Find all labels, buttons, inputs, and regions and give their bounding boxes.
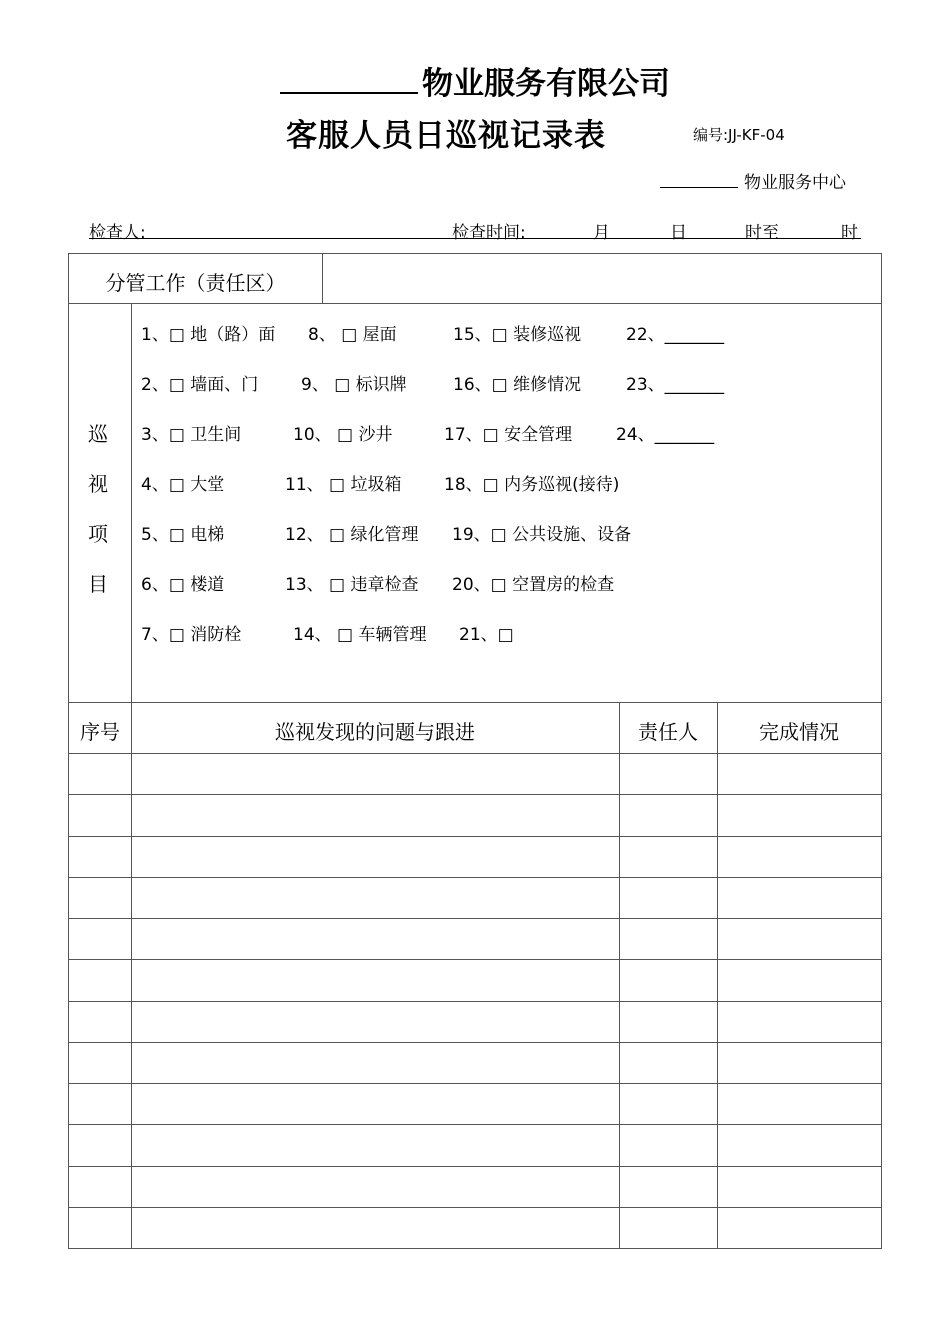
responsibility-field[interactable]: [323, 254, 881, 303]
patrol-item-checkbox[interactable]: 24、_______: [616, 425, 715, 445]
table-row: [69, 1207, 881, 1208]
patrol-item-checkbox[interactable]: 1、□ 地（路）面: [141, 325, 276, 345]
company-name-blank[interactable]: [280, 62, 418, 94]
divider: [131, 303, 132, 1248]
divider: [69, 753, 881, 754]
col-header-seq: 序号: [80, 720, 120, 744]
table-row: [69, 959, 881, 960]
service-center-blank[interactable]: [660, 171, 738, 188]
patrol-item-checkbox[interactable]: 11、 □ 垃圾箱: [285, 475, 402, 495]
form-title: 客服人员日巡视记录表: [286, 118, 606, 154]
table-row: [69, 1166, 881, 1167]
table-row: [69, 1124, 881, 1125]
patrol-item-checkbox[interactable]: 6、□ 楼道: [141, 575, 225, 595]
patrol-item-checkbox[interactable]: 9、 □ 标识牌: [301, 375, 407, 395]
patrol-record-table: [68, 253, 882, 1249]
col-header-responsible: 责任人: [638, 720, 698, 744]
company-title: 物业服务有限公司: [0, 58, 950, 103]
inspector-label: 检查人:: [89, 223, 146, 243]
divider: [69, 303, 881, 304]
inspection-time-label: 检查时间:: [452, 223, 526, 243]
table-row: [69, 1083, 881, 1084]
patrol-label-char: 项: [88, 522, 108, 546]
patrol-item-checkbox[interactable]: 4、□ 大堂: [141, 475, 225, 495]
hour-to-label: 时至: [745, 223, 779, 243]
form-code: 编号:JJ-KF-04: [693, 126, 785, 144]
responsibility-label: 分管工作（责任区）: [105, 271, 286, 295]
table-row: [69, 794, 881, 795]
patrol-item-checkbox[interactable]: 10、 □ 沙井: [293, 425, 393, 445]
table-row: [69, 1042, 881, 1043]
patrol-item-checkbox[interactable]: 17、□ 安全管理: [444, 425, 573, 445]
patrol-item-checkbox[interactable]: 19、□ 公共设施、设备: [452, 525, 632, 545]
patrol-item-checkbox[interactable]: 16、□ 维修情况: [453, 375, 582, 395]
table-row: [69, 836, 881, 837]
col-header-completion: 完成情况: [759, 720, 839, 744]
patrol-item-checkbox[interactable]: 18、□ 内务巡视(接待): [444, 475, 620, 495]
table-row: [69, 877, 881, 878]
service-center-line: 物业服务中心: [660, 168, 846, 193]
patrol-item-checkbox[interactable]: 7、□ 消防栓: [141, 625, 242, 645]
patrol-item-checkbox[interactable]: 23、_______: [626, 375, 725, 395]
table-row: [69, 918, 881, 919]
patrol-item-checkbox[interactable]: 8、 □ 屋面: [308, 325, 397, 345]
patrol-label-char: 目: [88, 572, 108, 596]
hour-label: 时: [841, 223, 858, 243]
patrol-item-checkbox[interactable]: 13、 □ 违章检查: [285, 575, 419, 595]
patrol-item-checkbox[interactable]: 14、 □ 车辆管理: [293, 625, 427, 645]
col-header-issues: 巡视发现的问题与跟进: [275, 720, 475, 744]
divider: [69, 702, 881, 703]
patrol-item-checkbox[interactable]: 12、 □ 绿化管理: [285, 525, 419, 545]
patrol-item-checkbox[interactable]: 2、□ 墙面、门: [141, 375, 259, 395]
patrol-item-checkbox[interactable]: 21、□: [459, 625, 514, 645]
patrol-item-checkbox[interactable]: 5、□ 电梯: [141, 525, 225, 545]
patrol-item-checkbox[interactable]: 3、□ 卫生间: [141, 425, 242, 445]
patrol-label-char: 视: [88, 472, 108, 496]
inspection-line: [89, 218, 861, 243]
patrol-item-checkbox[interactable]: 20、□ 空置房的检查: [452, 575, 615, 595]
patrol-item-checkbox[interactable]: 22、_______: [626, 325, 725, 345]
month-label: 月: [593, 223, 610, 243]
patrol-item-checkbox[interactable]: 15、□ 装修巡视: [453, 325, 582, 345]
patrol-label-char: 巡: [88, 422, 108, 446]
day-label: 日: [670, 223, 687, 243]
table-row: [69, 1001, 881, 1002]
